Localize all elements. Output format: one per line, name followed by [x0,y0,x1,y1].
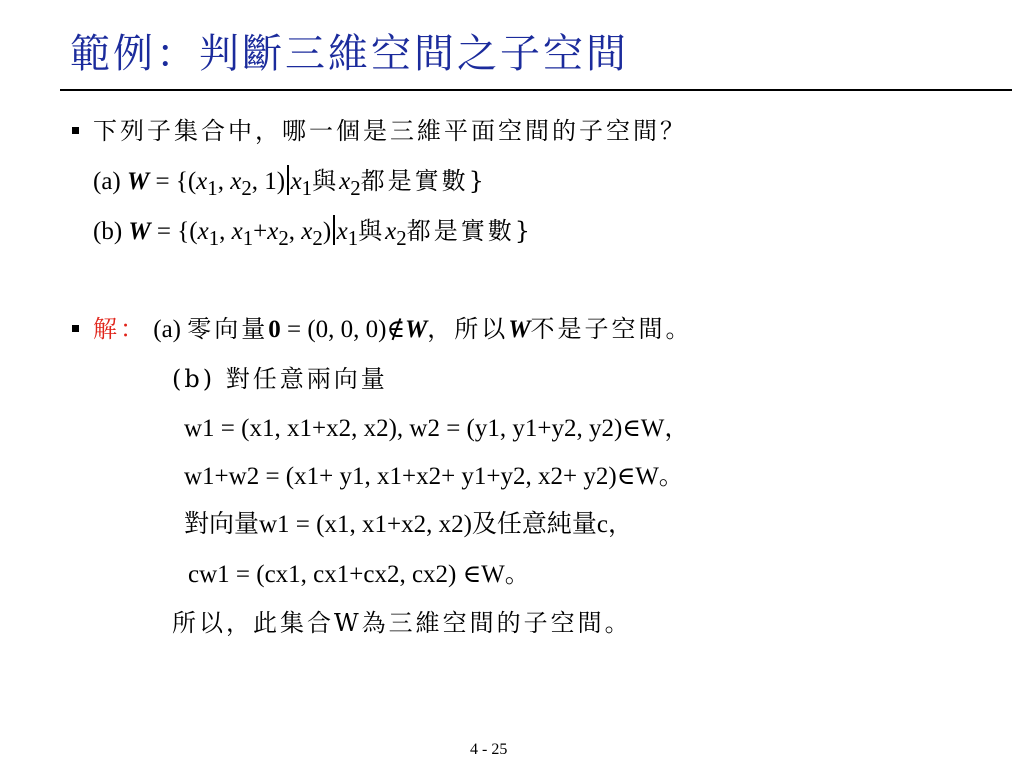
question-prompt-line [72,114,687,149]
solution-b-line-2: w1+w2 = (x1+ y1, x1+x2+ y1+y2, x2+ y2)∈W。 [184,463,684,490]
option-a-label: (a) [93,168,121,195]
solution-part-a: 解： (a) 零向量0 = (0, 0, 0)∉W，所以W不是子空間。 [72,312,692,347]
page-number: 4 - 25 [470,741,508,758]
option-b: (b) $W = \{(x_1$, $x_1+x_2$, $x_2$) $x_1$與$x_2$都是實數} [93,217,533,250]
solution-b-line-3: 對向量w1 = (x1, x1+x2, x2)及任意純量c， [184,511,633,538]
such-that-bar [287,165,289,195]
title-divider [60,89,1012,91]
solution-b-line-4: cw1 = (cx1, cx1+cx2, cx2) ∈W。 [188,561,530,588]
bullet-icon [72,325,79,332]
such-that-bar [333,215,335,245]
solution-conclusion: 所以，此集合W為三維空間的子空間。 [172,609,632,637]
not-in-symbol: ∉ [386,316,406,343]
solution-part-b-intro: (b) 對任意兩向量 [172,365,388,393]
option-b-label: (b) [93,218,123,245]
set-symbol: W [128,218,151,245]
solution-b-line-1: w1 = (x1, x1+x2, x2), w2 = (y1, y1+y2, y2)∈W， [184,415,690,442]
question-prompt: 下列子集合中，哪一個是三維平面空間的子空間？ [93,117,687,145]
zero-vector: 0 [268,316,281,343]
solution-label: 解： [93,315,147,343]
option-a: (a) $W = \{(x_1$, $x_2$, 1) $x_1$與$x_2$都是實數} [93,167,487,200]
bullet-icon [72,127,79,134]
slide-title: 範例：判斷三維空間之子空間 [70,31,629,77]
set-symbol: W [127,168,150,195]
